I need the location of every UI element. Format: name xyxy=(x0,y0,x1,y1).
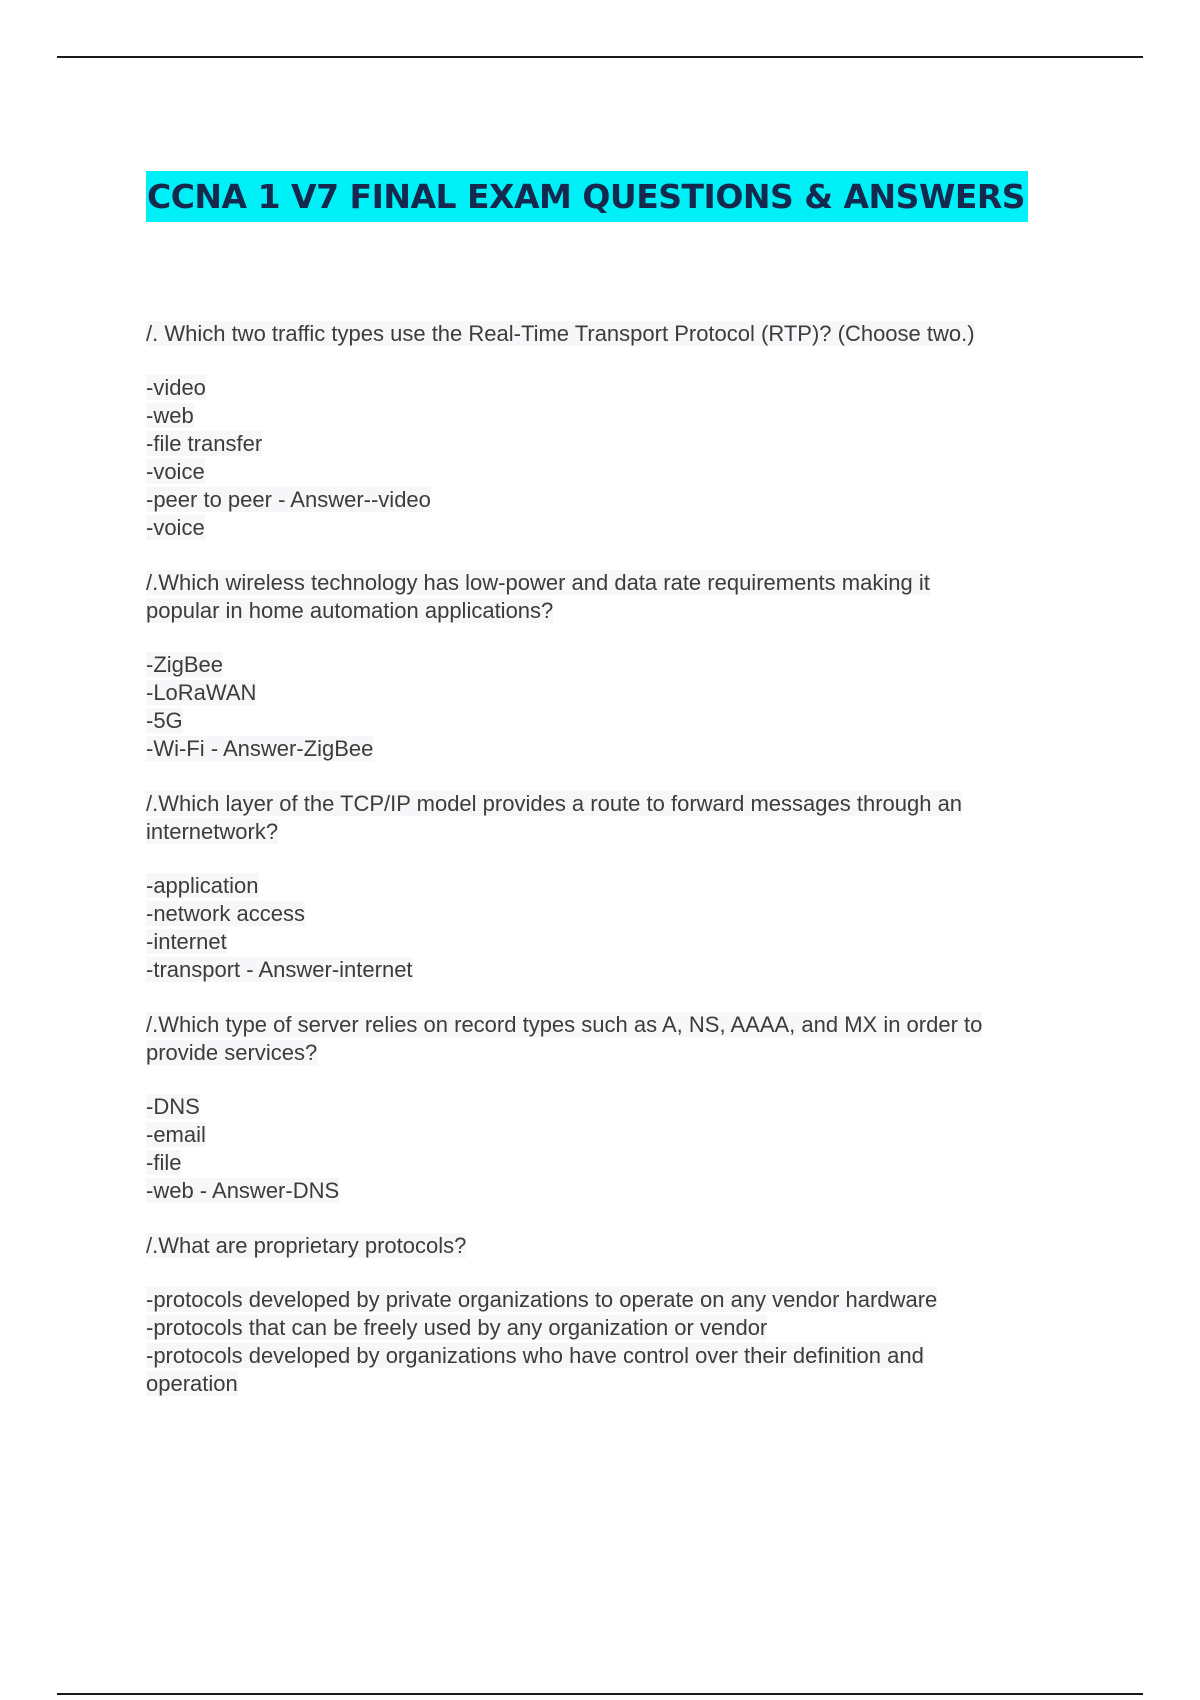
question-text xyxy=(146,320,1086,348)
question-text xyxy=(146,1011,1086,1067)
answer-options xyxy=(146,651,1086,763)
question-line: /.Which wireless technology has low-power and data rate requirements making it xyxy=(146,570,930,595)
option-line: -internet xyxy=(146,929,227,954)
option-line: -web xyxy=(146,403,194,428)
option-line: operation xyxy=(146,1371,238,1396)
option-line: -voice xyxy=(146,459,205,484)
question-line: /.What are proprietary protocols? xyxy=(146,1233,467,1258)
answer-options xyxy=(146,1093,1086,1205)
question-line: /.Which type of server relies on record types such as A, NS, AAAA, and MX in order to xyxy=(146,1012,983,1037)
question-line: popular in home automation applications? xyxy=(146,598,554,623)
question-line: /. Which two traffic types use the Real-Time Transport Protocol (RTP)? (Choose two.) xyxy=(146,321,975,346)
option-line: -ZigBee xyxy=(146,652,224,677)
question-item xyxy=(146,320,1086,542)
document-title: CCNA 1 V7 FINAL EXAM QUESTIONS & ANSWERS xyxy=(146,171,1028,222)
option-line: -protocols developed by private organizations to operate on any vendor hardware xyxy=(146,1287,938,1312)
answer-options xyxy=(146,374,1086,542)
title-block xyxy=(146,171,1028,222)
option-line: -peer to peer - Answer--video xyxy=(146,487,431,512)
option-line: -file xyxy=(146,1150,182,1175)
option-line: -file transfer xyxy=(146,431,263,456)
question-text xyxy=(146,790,1086,846)
option-line: -protocols that can be freely used by any organization or vendor xyxy=(146,1315,768,1340)
option-line: -transport - Answer-internet xyxy=(146,957,413,982)
question-item xyxy=(146,790,1086,984)
option-line: -LoRaWAN xyxy=(146,680,257,705)
answer-options xyxy=(146,872,1086,984)
question-line: provide services? xyxy=(146,1040,318,1065)
header-rule xyxy=(57,56,1143,58)
question-item xyxy=(146,1011,1086,1205)
question-line: internetwork? xyxy=(146,819,279,844)
question-line: /.Which layer of the TCP/IP model provides a route to forward messages through an xyxy=(146,791,963,816)
question-item xyxy=(146,1232,1086,1398)
qa-content xyxy=(146,320,1086,1425)
question-text xyxy=(146,569,1086,625)
option-line: -email xyxy=(146,1122,206,1147)
option-line: -video xyxy=(146,375,206,400)
option-line: -network access xyxy=(146,901,305,926)
option-line: -DNS xyxy=(146,1094,200,1119)
question-item xyxy=(146,569,1086,763)
option-line: -protocols developed by organizations who have control over their definition and xyxy=(146,1343,924,1368)
option-line: -5G xyxy=(146,708,183,733)
option-line: -voice xyxy=(146,515,205,540)
option-line: -web - Answer-DNS xyxy=(146,1178,340,1203)
footer-rule xyxy=(57,1693,1143,1695)
option-line: -application xyxy=(146,873,259,898)
answer-options xyxy=(146,1286,1086,1398)
question-text xyxy=(146,1232,1086,1260)
option-line: -Wi-Fi - Answer-ZigBee xyxy=(146,736,374,761)
